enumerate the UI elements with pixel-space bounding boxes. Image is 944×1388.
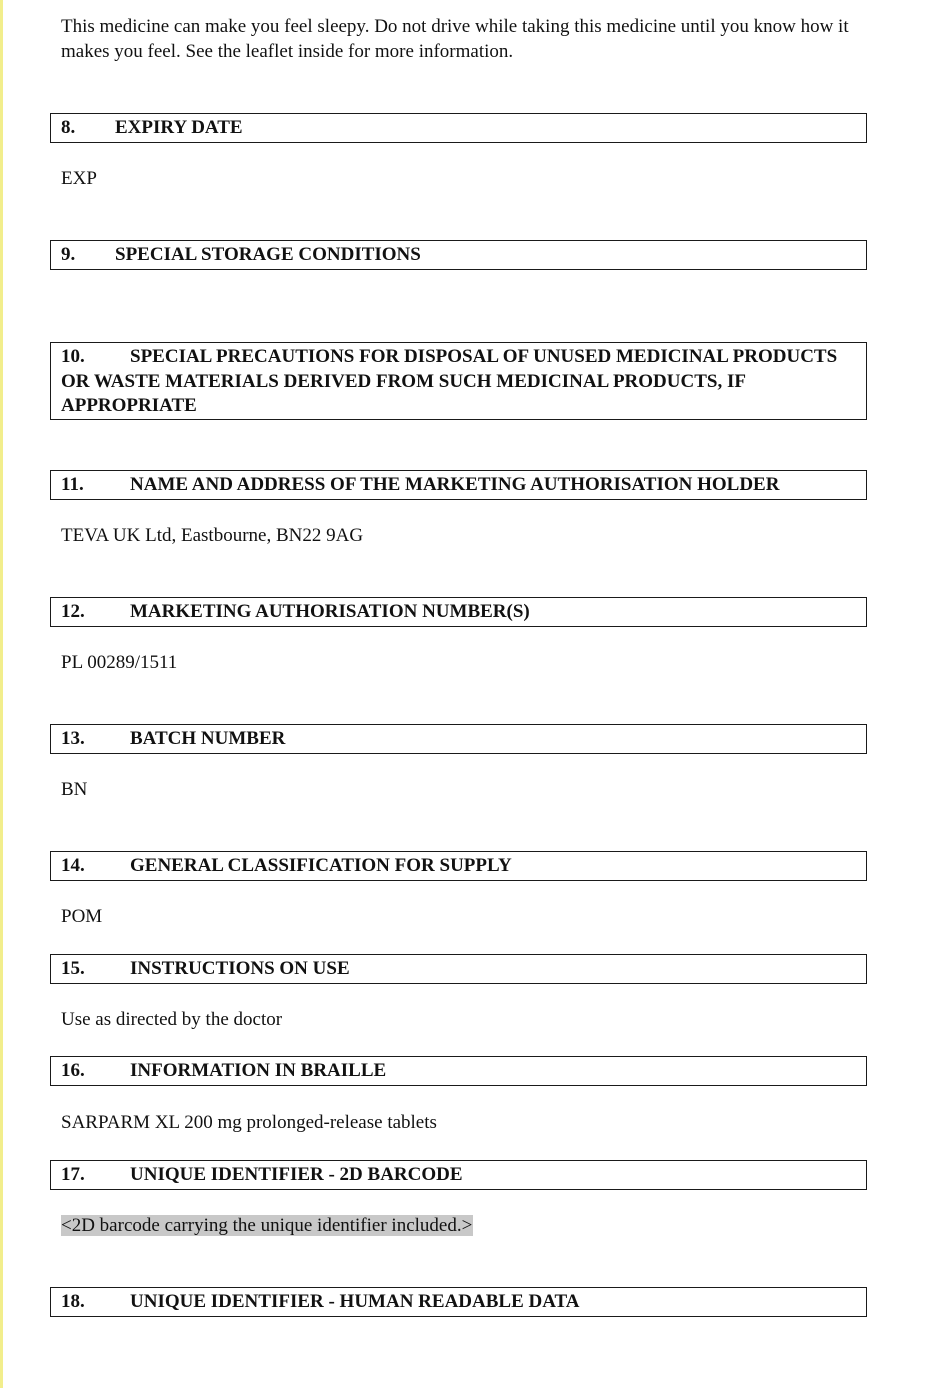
section-18-heading	[50, 1287, 867, 1317]
section-title: MARKETING AUTHORISATION NUMBER(S)	[130, 601, 530, 622]
section-title: SPECIAL PRECAUTIONS FOR DISPOSAL OF UNUSED MEDICINAL PRODUCTS OR WASTE MATERIALS DERIVED FROM SUCH MEDICINAL PRODUCTS, IF APPROPRIATE	[61, 346, 838, 416]
highlighted-placeholder-text: <2D barcode carrying the unique identifier included.>	[61, 1215, 473, 1236]
section-number: 8.	[61, 117, 76, 138]
section-number: 17.	[61, 1164, 85, 1185]
section-number: 9.	[61, 244, 76, 265]
page-edge-rule	[0, 0, 3, 1388]
section-title: EXPIRY DATE	[115, 117, 243, 138]
section-16-body: SARPARM XL 200 mg prolonged-release tablets	[61, 1112, 437, 1133]
section-17-heading	[50, 1160, 867, 1190]
section-title: INFORMATION IN BRAILLE	[130, 1060, 387, 1081]
section-10-heading	[50, 342, 867, 420]
section-12-body: PL 00289/1511	[61, 652, 178, 673]
section-title: GENERAL CLASSIFICATION FOR SUPPLY	[130, 855, 512, 876]
section-17-body	[61, 1213, 473, 1238]
sedation-warning: This medicine can make you feel sleepy. Do not drive while taking this medicine until you know how it makes you feel. See the leaflet inside for more information.	[61, 16, 849, 62]
section-number: 14.	[61, 855, 85, 876]
section-14-heading	[50, 851, 867, 881]
section-8-heading	[50, 113, 867, 143]
section-number: 16.	[61, 1060, 85, 1081]
section-number: 11.	[61, 474, 84, 495]
section-number: 15.	[61, 958, 85, 979]
section-13-body: BN	[61, 779, 88, 800]
section-title: NAME AND ADDRESS OF THE MARKETING AUTHORISATION HOLDER	[130, 474, 780, 495]
section-14-body: POM	[61, 906, 103, 927]
section-15-heading	[50, 954, 867, 984]
section-11-body: TEVA UK Ltd, Eastbourne, BN22 9AG	[61, 525, 364, 546]
section-number: 10.	[61, 346, 85, 367]
section-title: INSTRUCTIONS ON USE	[130, 958, 350, 979]
section-number: 12.	[61, 601, 85, 622]
section-11-heading	[50, 470, 867, 500]
section-16-heading	[50, 1056, 867, 1086]
section-title: BATCH NUMBER	[130, 728, 286, 749]
section-12-heading	[50, 597, 867, 627]
section-number: 13.	[61, 728, 85, 749]
section-number: 18.	[61, 1291, 85, 1312]
section-13-heading	[50, 724, 867, 754]
section-8-body: EXP	[61, 168, 97, 189]
section-title: UNIQUE IDENTIFIER - 2D BARCODE	[130, 1164, 463, 1185]
section-9-heading	[50, 240, 867, 270]
section-title: UNIQUE IDENTIFIER - HUMAN READABLE DATA	[130, 1291, 580, 1312]
section-title: SPECIAL STORAGE CONDITIONS	[115, 244, 421, 265]
section-15-body: Use as directed by the doctor	[61, 1009, 283, 1030]
